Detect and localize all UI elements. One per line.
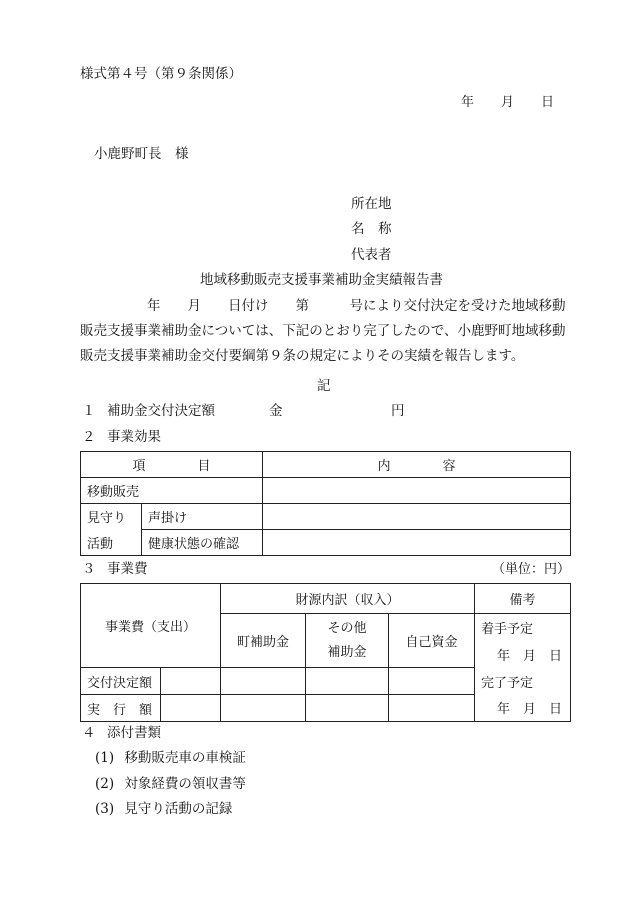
col-other-line2: 補助金 [327,644,367,660]
body-line: 年 月 日付け 第 号により交付決定を受けた地域移動 [147,298,566,314]
item2-number: ２ [82,429,96,445]
amount-cell [221,695,306,722]
list-item [95,752,246,766]
date-year-label: 年 [461,95,475,110]
item1-yen: 円 [391,403,405,419]
start-date-ymd: 年 月 日 [475,641,571,668]
body-line: 販売支援事業補助金交付要綱第９条の規定によりその実績を報告します。 [80,348,525,364]
document-title: 地域移動販売支援事業補助金実績報告書 [200,272,443,288]
item4-label: 添付書類 [107,725,161,741]
date-month-label: 月 [501,95,515,110]
item3-label: 事業費 [107,561,148,577]
row-mobile-sales: 移動販売 [81,478,263,504]
table-row [81,478,571,504]
ki-heading: 記 [317,378,331,394]
row-health: 健康状態の確認 [142,530,263,556]
content-cell [263,504,571,530]
attachment-number: (3) [95,801,115,817]
start-planned-label: 着手予定 [475,614,571,641]
table-row [81,452,571,478]
item3-number: ３ [82,561,96,577]
col-self-funds: 自己資金 [389,614,475,668]
header-content: 内 容 [263,452,571,478]
amount-cell [306,668,389,695]
content-cell [263,478,571,504]
table-row [81,668,571,695]
applicant-representative-label: 代表者 [351,247,392,263]
item2-label: 事業効果 [107,429,161,445]
col-other-line1: その他 [327,620,367,636]
table-row [81,530,571,556]
table-row [81,695,571,722]
finish-planned-label: 完了予定 [475,668,571,695]
table-row [81,584,571,614]
attachment-text: 見守り活動の記録 [124,801,233,817]
body-paragraph [80,294,570,369]
amount-cell [161,668,221,695]
date-day-label: 日 [541,95,555,110]
finish-date-ymd: 年 月 日 [475,695,571,722]
item1-kin: 金 [269,403,283,419]
expense-header: 事業費（支出） [81,584,221,668]
watch-label-line2: 活動 [81,530,142,556]
amount-cell [221,668,306,695]
form-number: 様式第４号（第９条関係） [80,66,242,82]
amount-cell [161,695,221,722]
item4-number: ４ [82,725,96,741]
amount-cell [389,695,475,722]
business-effect-table [80,451,571,556]
attachment-text: 対象経費の領収書等 [124,776,246,792]
attachment-number: (1) [95,750,115,766]
applicant-address-label: 所在地 [351,196,392,212]
funding-header: 財源内訳（収入） [221,584,475,614]
attachment-number: (2) [95,776,115,792]
list-item [95,778,246,792]
amount-cell [389,668,475,695]
row-call: 声掛け [142,504,263,530]
unit-label: （単位：円） [492,562,571,577]
applicant-name-label: 名 称 [351,221,392,237]
list-item [95,803,232,817]
col-town-subsidy: 町補助金 [221,614,306,668]
remarks-header: 備考 [475,584,571,614]
item1-number: １ [82,403,96,419]
watch-label-line1: 見守り [81,504,142,530]
row-actual-amount: 実 行 額 [81,695,161,722]
item1-label: 補助金交付決定額 [107,403,215,419]
col-other-subsidy [306,614,389,668]
addressee: 小鹿野町長 様 [94,146,189,162]
amount-cell [306,695,389,722]
header-item: 項 目 [81,452,263,478]
attachment-text: 移動販売車の車検証 [124,750,246,766]
content-cell [263,530,571,556]
table-row [81,504,571,530]
body-line: 販売支援事業補助金については、下記のとおり完了したので、小鹿野町地域移動 [80,323,566,339]
project-cost-table [80,583,571,722]
row-decision-amount: 交付決定額 [81,668,161,695]
